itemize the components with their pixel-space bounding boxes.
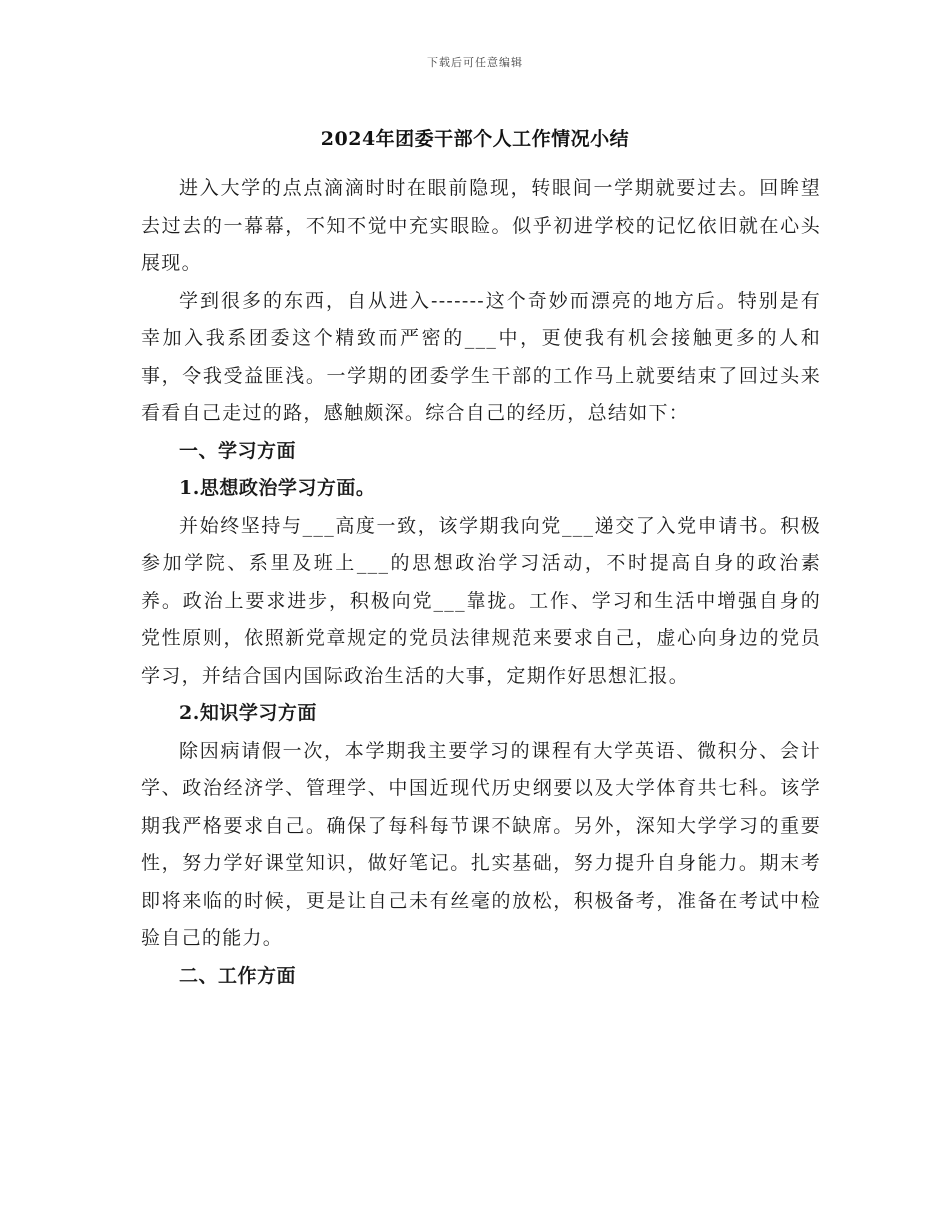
subheading-knowledge-study: 2.知识学习方面 (179, 702, 317, 724)
paragraph-intro-1: 进入大学的点点滴滴时时在眼前隐现，转眼间一学期就要过去。回眸望去过去的一幕幕，不知不觉中充实眼睑。似乎初进学校的记忆依旧就在心头展现。 (141, 177, 821, 274)
subheading-political-study: 1.思想政治学习方面。 (179, 477, 376, 499)
section-heading-study: 一、学习方面 (179, 439, 297, 462)
paragraph-knowledge-study: 除因病请假一次，本学期我主要学习的课程有大学英语、微积分、会计学、政治经济学、管理学、中国近现代历史纲要以及大学体育共七科。该学期我严格要求自己。确保了每科每节课不缺席。另外，深知大学学习的重要性，努力学好课堂知识，做好笔记。扎实基础，努力提升自身能力。期末考即将来临的时候，更是让自己未有丝毫的放松，积极备考，准备在考试中检验自己的能力。 (141, 739, 821, 949)
document-body (141, 170, 821, 995)
section-heading-work: 二、工作方面 (179, 964, 297, 987)
document-title: 2024年团委干部个人工作情况小结 (320, 128, 630, 150)
header-note: 下载后可任意编辑 (427, 56, 523, 69)
paragraph-intro-2: 学到很多的东西，自从进入-------这个奇妙而漂亮的地方后。特别是有幸加入我系团委这个精致而严密的___中，更使我有机会接触更多的人和事，令我受益匪浅。一学期的团委学生干部的工作马上就要结束了回过头来看看自己走过的路，感触颇深。综合自己的经历，总结如下： (141, 289, 821, 424)
paragraph-political-study: 并始终坚持与___高度一致，该学期我向党___递交了入党申请书。积极参加学院、系里及班上___的思想政治学习活动，不时提高自身的政治素养。政治上要求进步，积极向党___靠拢。工作、学习和生活中增强自身的党性原则，依照新党章规定的党员法律规范来要求自己，虚心向身边的党员学习，并结合国内国际政治生活的大事，定期作好思想汇报。 (141, 514, 821, 687)
